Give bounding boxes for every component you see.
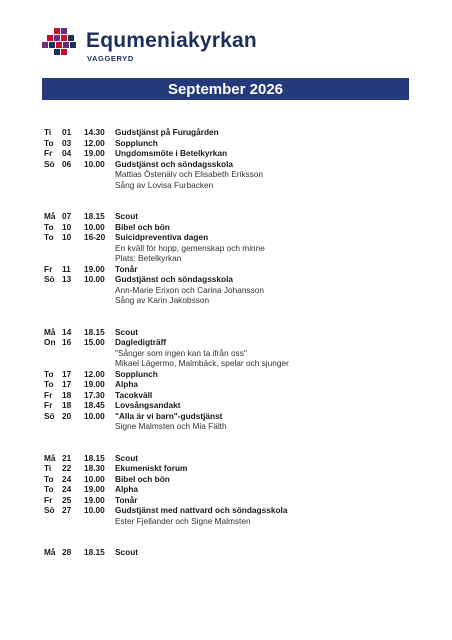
event-day: Fr (44, 400, 53, 410)
event-date: 18 (62, 389, 72, 400)
event-row (44, 390, 424, 401)
event-date: 03 (62, 137, 72, 148)
event-row (44, 159, 424, 170)
event-time: 19.00 (84, 263, 105, 274)
event-date: 28 (62, 547, 72, 557)
event-time: 16-20 (84, 232, 106, 242)
event-day: Fr (44, 494, 53, 505)
event-title: Scout (115, 326, 139, 337)
event-time: 10.00 (84, 473, 105, 484)
event-detail: Mattias Östenälv och Elisabeth Eriksson (115, 169, 264, 179)
event-day: To (44, 368, 54, 379)
event-time: 10.00 (84, 410, 105, 421)
event-title: Sopplunch (115, 137, 158, 148)
event-day: Fr (44, 148, 53, 158)
event-date: 10 (62, 232, 72, 242)
brand-name: Equmeniakyrkan (86, 29, 257, 52)
event-row (44, 264, 424, 275)
event-time: 10.00 (84, 221, 105, 232)
event-title: Ekumeniskt forum (115, 463, 188, 473)
event-row (44, 211, 424, 222)
event-date: 25 (62, 494, 72, 505)
event-row (44, 337, 424, 348)
event-date: 01 (62, 127, 72, 137)
event-date: 21 (62, 452, 72, 463)
event-day: Må (44, 452, 56, 463)
event-date: 06 (62, 158, 72, 169)
event-day: Sö (44, 505, 55, 515)
event-title: Bibel och bön (115, 473, 170, 484)
event-date: 18 (62, 400, 72, 410)
event-date: 17 (62, 379, 72, 389)
event-day: Fr (44, 389, 53, 400)
event-title: Dagledigträff (115, 337, 167, 347)
event-title: Alpha (115, 484, 139, 494)
event-title: Gudstjänst på Furugården (115, 127, 219, 137)
event-time: 19.00 (84, 379, 105, 389)
event-time: 19.00 (84, 494, 105, 505)
event-row (44, 484, 424, 495)
event-day: Sö (44, 410, 55, 421)
event-detail: En kväll för hopp, gemenskap och minne (115, 242, 265, 253)
event-row (44, 411, 424, 422)
event-title: "Alla är vi barn"-gudstjänst (115, 410, 223, 421)
event-date: 17 (62, 368, 72, 379)
event-time: 15.00 (84, 337, 105, 347)
event-row (44, 453, 424, 464)
event-day: Sö (44, 274, 55, 284)
event-date: 22 (62, 463, 72, 473)
event-day: Må (44, 547, 56, 557)
event-title: Scout (115, 452, 139, 463)
event-time: 18.30 (84, 463, 105, 473)
event-row (44, 547, 424, 558)
event-title: Scout (115, 211, 139, 221)
week-section (44, 211, 424, 306)
cross-mosaic-icon (42, 28, 78, 60)
event-row (44, 474, 424, 485)
event-row (44, 148, 424, 159)
event-title: Gudstjänst med nattvard och söndagsskola (115, 505, 288, 515)
event-time: 14.30 (84, 127, 105, 137)
event-title: Gudstjänst och söndagsskola (115, 158, 234, 169)
week-section (44, 127, 424, 190)
event-time: 18.45 (84, 400, 105, 410)
event-time: 17.30 (84, 389, 105, 400)
event-row (44, 138, 424, 149)
event-day: To (44, 137, 54, 148)
event-day: Ti (44, 463, 52, 473)
event-row (44, 495, 424, 506)
event-schedule (44, 127, 424, 579)
event-date: 11 (62, 263, 71, 274)
brand-subtitle: VAGGERYD (87, 54, 134, 63)
event-title: Gudstjänst och söndagsskola (115, 274, 234, 284)
event-row (44, 463, 424, 474)
month-banner (42, 78, 409, 100)
event-day: Sö (44, 158, 55, 169)
event-date: 20 (62, 410, 72, 421)
event-detail: Ester Fjellander och Signe Malmsten (115, 515, 251, 526)
week-section (44, 327, 424, 432)
event-row (44, 369, 424, 380)
event-date: 04 (62, 148, 72, 158)
event-time: 10.00 (84, 505, 105, 515)
event-date: 10 (62, 221, 72, 232)
event-time: 19.00 (84, 484, 105, 494)
event-row (44, 127, 424, 138)
event-day: To (44, 379, 54, 389)
event-title: Suicidpreventiva dagen (115, 232, 209, 242)
event-date: 24 (62, 473, 72, 484)
event-day: Må (44, 326, 56, 337)
event-time: 19.00 (84, 148, 105, 158)
event-time: 18.15 (84, 547, 105, 557)
event-day: Ti (44, 127, 52, 137)
event-date: 16 (62, 337, 72, 347)
event-time: 18.15 (84, 211, 105, 221)
event-day: To (44, 473, 54, 484)
event-date: 07 (62, 211, 72, 221)
event-date: 13 (62, 274, 72, 284)
event-time: 18.15 (84, 326, 105, 337)
event-detail: Plats: Betelkyrkan (115, 253, 182, 263)
event-date: 14 (62, 326, 72, 337)
event-title: Tacokväll (115, 389, 153, 400)
event-detail: "Sånger som ingen kan ta ifrån oss" (115, 347, 247, 358)
event-day: To (44, 221, 54, 232)
event-row (44, 327, 424, 338)
event-row (44, 232, 424, 243)
event-time: 12.00 (84, 368, 105, 379)
event-title: Lovsångsandakt (115, 400, 181, 410)
event-row (44, 379, 424, 390)
event-detail: Sång av Karin Jakobsson (115, 295, 210, 305)
event-title: Tonår (115, 494, 138, 505)
event-title: Sopplunch (115, 368, 158, 379)
event-row (44, 400, 424, 411)
event-day: Må (44, 211, 56, 221)
event-row (44, 222, 424, 233)
event-detail: Mikael Lägermo, Malmbäck, spelar och sjunger (115, 358, 289, 368)
event-title: Ungdomsmöte i Betelkyrkan (115, 148, 228, 158)
event-date: 27 (62, 505, 72, 515)
event-date: 24 (62, 484, 72, 494)
event-time: 18.15 (84, 452, 105, 463)
event-row (44, 505, 424, 516)
week-section (44, 547, 424, 558)
event-detail: Sång av Lovisa Furbacken (115, 179, 214, 190)
event-time: 12.00 (84, 137, 105, 148)
event-time: 10.00 (84, 274, 105, 284)
event-title: Alpha (115, 379, 139, 389)
event-title: Scout (115, 547, 139, 557)
event-day: On (44, 337, 56, 347)
week-section (44, 453, 424, 527)
event-title: Tonår (115, 263, 138, 274)
event-time: 10.00 (84, 158, 105, 169)
event-detail: Ann-Marie Erixon och Carina Johansson (115, 284, 264, 295)
event-day: To (44, 232, 54, 242)
month-title: September 2026 (167, 80, 284, 98)
event-row (44, 274, 424, 285)
event-title: Bibel och bön (115, 221, 170, 232)
event-day: Fr (44, 263, 53, 274)
event-detail: Signe Malmsten och Mia Fälth (115, 421, 227, 431)
event-day: To (44, 484, 54, 494)
